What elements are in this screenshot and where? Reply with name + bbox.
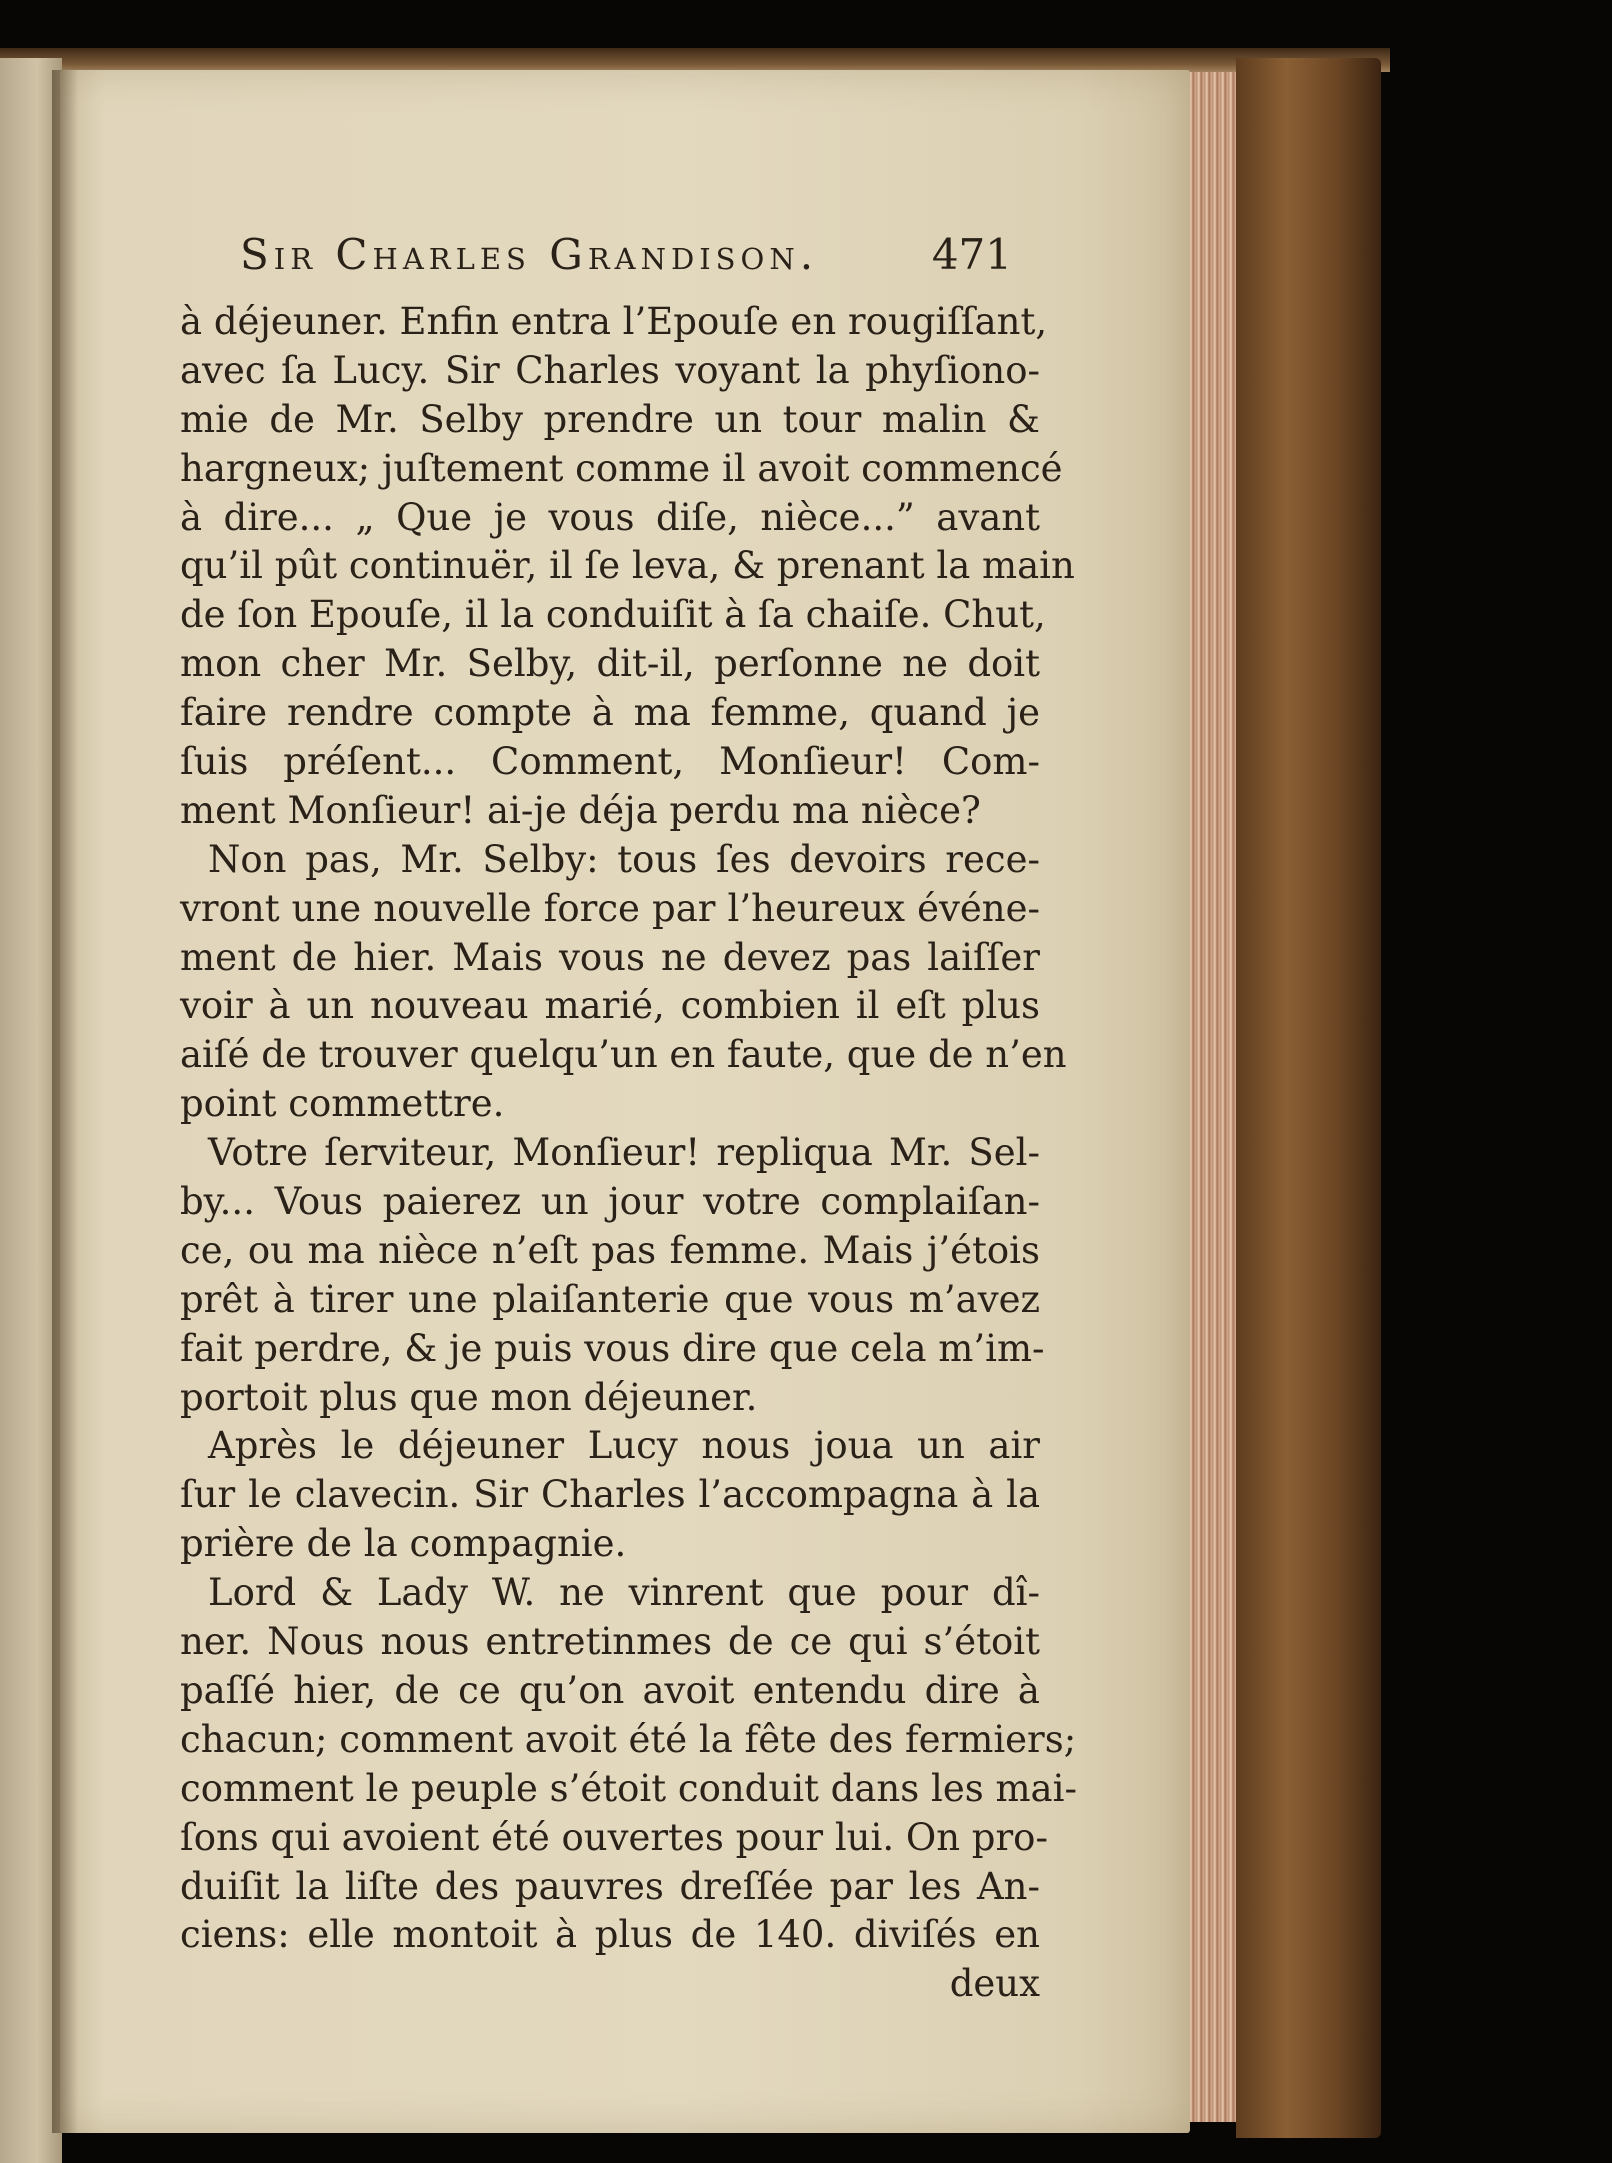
text-line: à déjeuner. Enfin entra l’Epouſe en rougiſſant, [180,300,1048,343]
running-head [180,230,1040,290]
catchword: deux [949,1962,1040,2006]
text-line: ment de hier. Mais vous ne devez pas laiſſer [180,935,1040,979]
text-line: comment le peuple s’étoit conduit dans les mai- [180,1766,1077,1810]
text-line: faire rendre compte à ma femme, quand je [180,691,1040,735]
text-line: qu’il pût continuër, il ſe leva, & prenant la main [180,544,1075,588]
text-line: fait perdre, & je puis vous dire que cela m’im- [180,1326,1045,1370]
page-text [180,230,1077,2009]
text-line: point commettre. [180,1082,505,1126]
text-line: aiſé de trouver quelqu’un en faute, que de n’en [180,1033,1067,1077]
body-text [180,298,1077,1960]
text-line: ciens: elle montoit à plus de 140. diviſés en [180,1913,1040,1957]
text-line: vront une nouvelle force par l’heureux événe- [180,886,1040,930]
text-line: portoit plus que mon déjeuner. [180,1375,758,1419]
text-line: ce, ou ma nièce n’eſt pas femme. Mais j’étois [180,1228,1040,1272]
text-line: prière de la compagnie. [180,1522,627,1566]
text-line: ſuis préſent... Comment, Monſieur! Com- [180,740,1040,784]
text-line: ſur le clavecin. Sir Charles l’accompagna à la [180,1473,1040,1517]
page-block-edge [1188,72,1236,2122]
text-line: chacun; comment avoit été la fête des fermiers; [180,1717,1077,1761]
text-line: ſons qui avoient été ouvertes pour lui. On pro- [180,1815,1048,1859]
text-line: prêt à tirer une plaiſanterie que vous m’avez [180,1277,1040,1321]
text-line: ment Monſieur! ai-je déja perdu ma nièce? [180,788,981,832]
gutter-shadow [52,70,78,2133]
page-number: 471 [931,230,1012,279]
text-line: paſſé hier, de ce qu’on avoit entendu dire à [180,1668,1040,1712]
text-line: de ſon Epouſe, il la conduiſit à ſa chaiſe. Chut, [180,593,1046,637]
text-line: Lord & Lady W. ne vinrent que pour dî- [208,1571,1040,1615]
running-title: Sir Charles Grandison. [240,230,819,279]
text-line: Votre ſerviteur, Monſieur! repliqua Mr. Sel- [208,1131,1040,1175]
text-line: ner. Nous nous entretinmes de ce qui s’étoit [180,1620,1040,1664]
text-line: mon cher Mr. Selby, dit-il, perſonne ne doit [180,642,1040,686]
text-line: voir à un nouveau marié, combien il eſt plus [180,984,1040,1028]
book-cover-top [0,48,1390,72]
text-line: mie de Mr. Selby prendre un tour malin & [180,397,1040,441]
text-line: à dire... „ Que je vous diſe, nièce...” avant [180,495,1040,539]
text-line: avec ſa Lucy. Sir Charles voyant la phyſiono- [180,348,1040,392]
text-line: Non pas, Mr. Selby: tous ſes devoirs rece- [208,837,1040,881]
text-line: by... Vous paierez un jour votre complaiſan- [180,1180,1040,1224]
text-line: hargneux; juſtement comme il avoit commencé [180,446,1063,490]
text-line: duiſit la liſte des pauvres dreſſée par les An- [180,1864,1040,1908]
book-cover [1236,58,1381,2138]
text-line: Après le déjeuner Lucy nous joua un air [208,1424,1040,1468]
